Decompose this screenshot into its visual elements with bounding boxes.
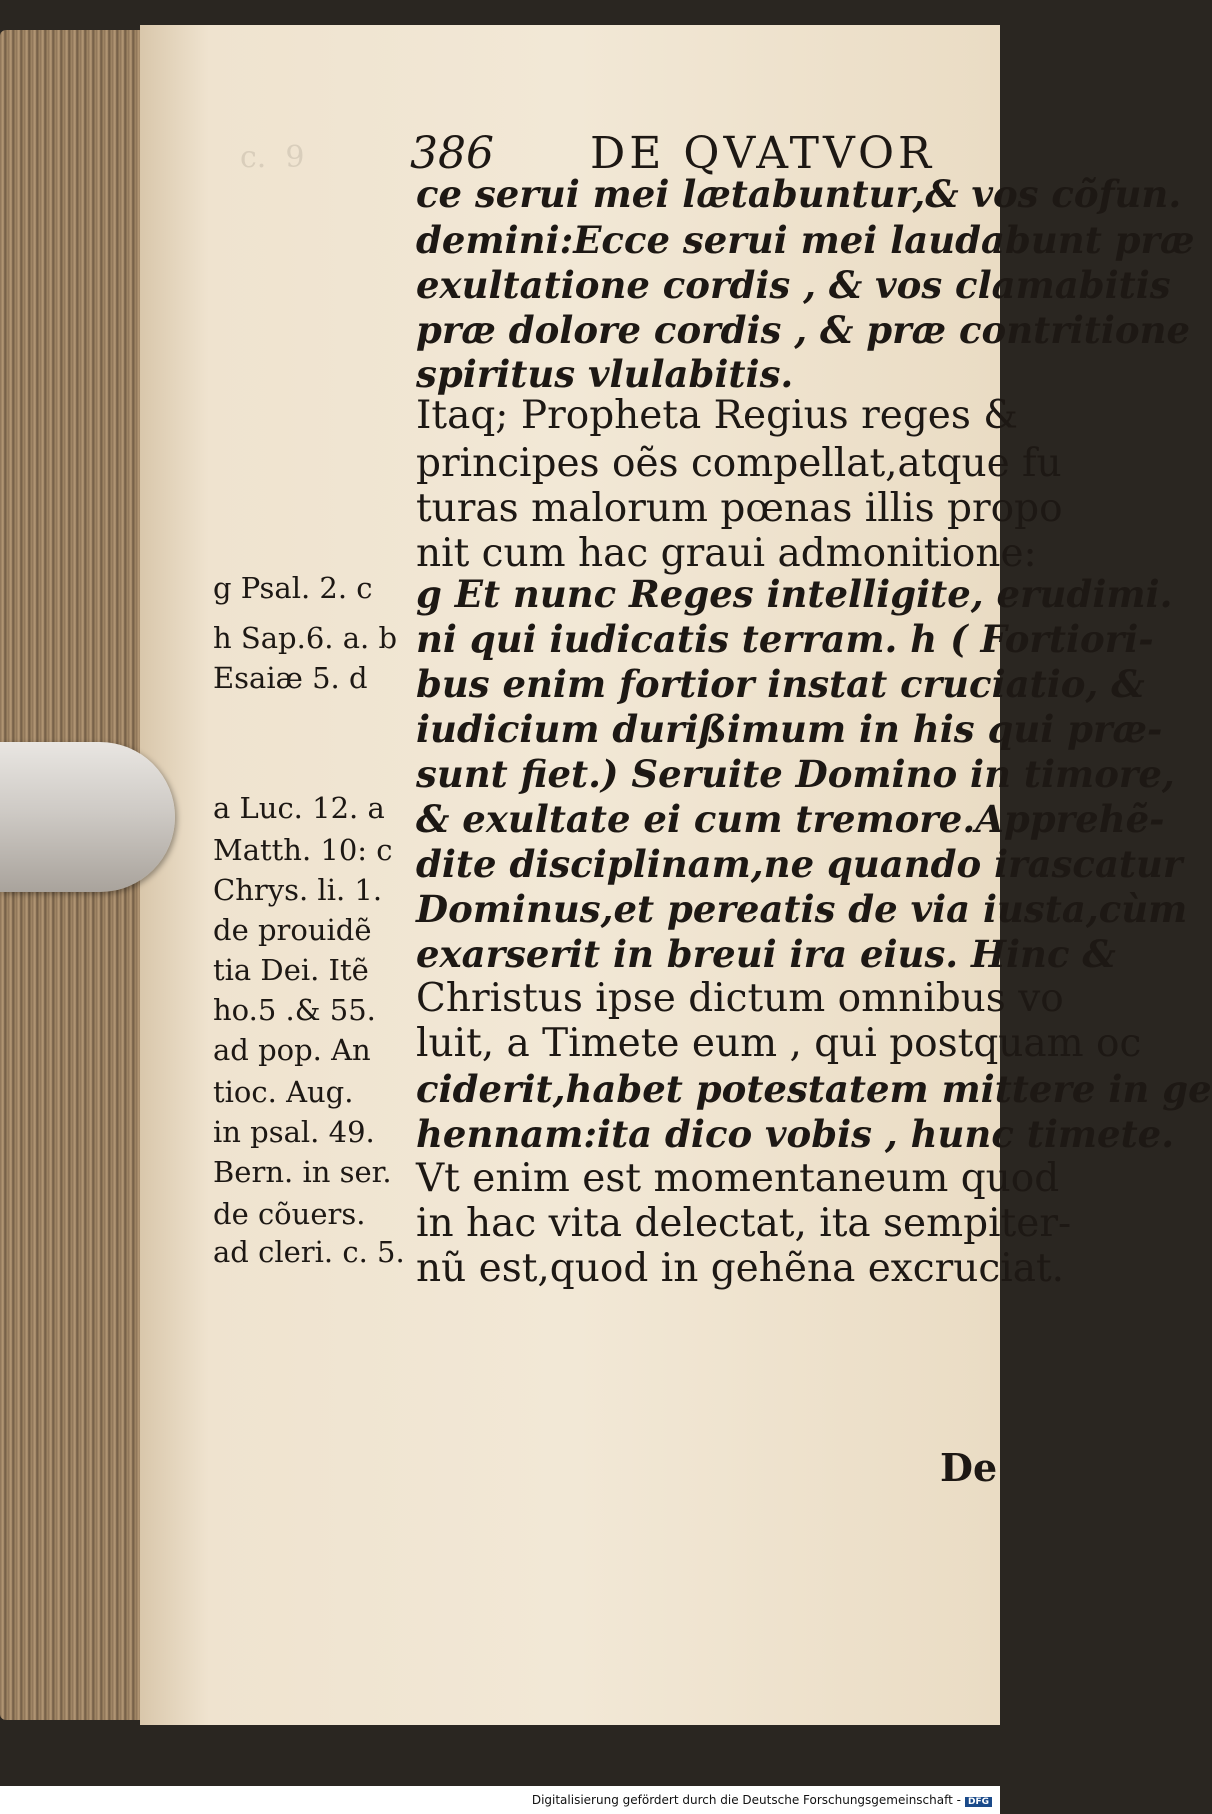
- margin-note: in psal. 49.: [213, 1115, 375, 1149]
- text-line: nũ est,quod in gehẽna excruciat.: [416, 1246, 1065, 1291]
- margin-note: ad cleri. c. 5.: [213, 1235, 405, 1269]
- show-through-text: c. 9: [240, 140, 305, 175]
- margin-note: Chrys. li. 1.: [213, 873, 383, 907]
- margin-note: h Sap.6. a. b: [213, 621, 398, 655]
- margin-note: a Luc. 12. a: [213, 791, 385, 825]
- text-line: Christus ipse dictum omnibus vo: [416, 976, 1064, 1021]
- margin-note: de cõuers.: [213, 1197, 366, 1231]
- digitization-credit: [532, 1793, 992, 1807]
- margin-note: ho.5 .& 55.: [213, 993, 376, 1027]
- text-line: ce serui mei lætabuntur,& vos cõfun.: [416, 172, 1182, 216]
- text-line: nit cum hac graui admonitione:: [416, 531, 1037, 576]
- running-title: DE QVATVOR: [590, 128, 936, 179]
- text-line: iudicium durißimum in his qui præ-: [416, 707, 1163, 751]
- text-line: exultatione cordis , & vos clamabitis: [416, 263, 1171, 307]
- text-line: dite disciplinam,ne quando irascatur: [416, 842, 1183, 886]
- text-line: sunt fiet.) Seruite Domino in timore,: [416, 752, 1175, 796]
- text-line: ciderit,habet potestatem mittere in ge: [416, 1067, 1212, 1111]
- credit-text: Digitalisierung gefördert durch die Deutsche Forschungsgemeinschaft -: [531, 1793, 961, 1807]
- text-line: turas malorum pœnas illis propo: [416, 486, 1063, 531]
- bookmark-clip: [0, 742, 175, 892]
- dfg-logo: DFG: [965, 1797, 992, 1807]
- text-line: g Et nunc Reges intelligite, erudimi.: [416, 572, 1173, 616]
- text-line: exarserit in breui ira eius. Hinc &: [416, 932, 1116, 976]
- page-number: 386: [410, 128, 494, 179]
- text-line: luit, a Timete eum , qui postquam oc: [416, 1021, 1142, 1066]
- catchword: De: [940, 1445, 998, 1490]
- margin-note: Bern. in ser.: [213, 1155, 392, 1189]
- text-line: Vt enim est momentaneum quod: [416, 1156, 1060, 1201]
- text-line: ni qui iudicatis terram. h ( Fortiori-: [416, 617, 1154, 661]
- text-line: in hac vita delectat, ita sempiter-: [416, 1201, 1072, 1246]
- margin-note: tioc. Aug.: [213, 1075, 354, 1109]
- text-line: Dominus,et pereatis de via iusta,cùm: [416, 887, 1188, 931]
- text-line: spiritus vlulabitis.: [416, 352, 794, 396]
- margin-note: ad pop. An: [213, 1033, 371, 1067]
- margin-note: tia Dei. Itẽ: [213, 953, 369, 987]
- margin-note: Esaiæ 5. d: [213, 661, 368, 695]
- margin-note: de prouidẽ: [213, 913, 372, 947]
- text-line: demini:Ecce serui mei laudabunt præ: [416, 218, 1195, 262]
- text-line: principes oẽs compellat,atque fu: [416, 441, 1062, 486]
- margin-note: g Psal. 2. c: [213, 571, 373, 605]
- text-line: Itaq; Propheta Regius reges &: [416, 393, 1018, 438]
- text-line: bus enim fortior instat cruciatio, &: [416, 662, 1145, 706]
- text-line: præ dolore cordis , & præ contritione: [416, 308, 1191, 352]
- margin-note: Matth. 10: c: [213, 833, 393, 867]
- text-line: hennam:ita dico vobis , hunc timete.: [416, 1112, 1175, 1156]
- text-line: & exultate ei cum tremore.Apprehẽ-: [416, 797, 1165, 841]
